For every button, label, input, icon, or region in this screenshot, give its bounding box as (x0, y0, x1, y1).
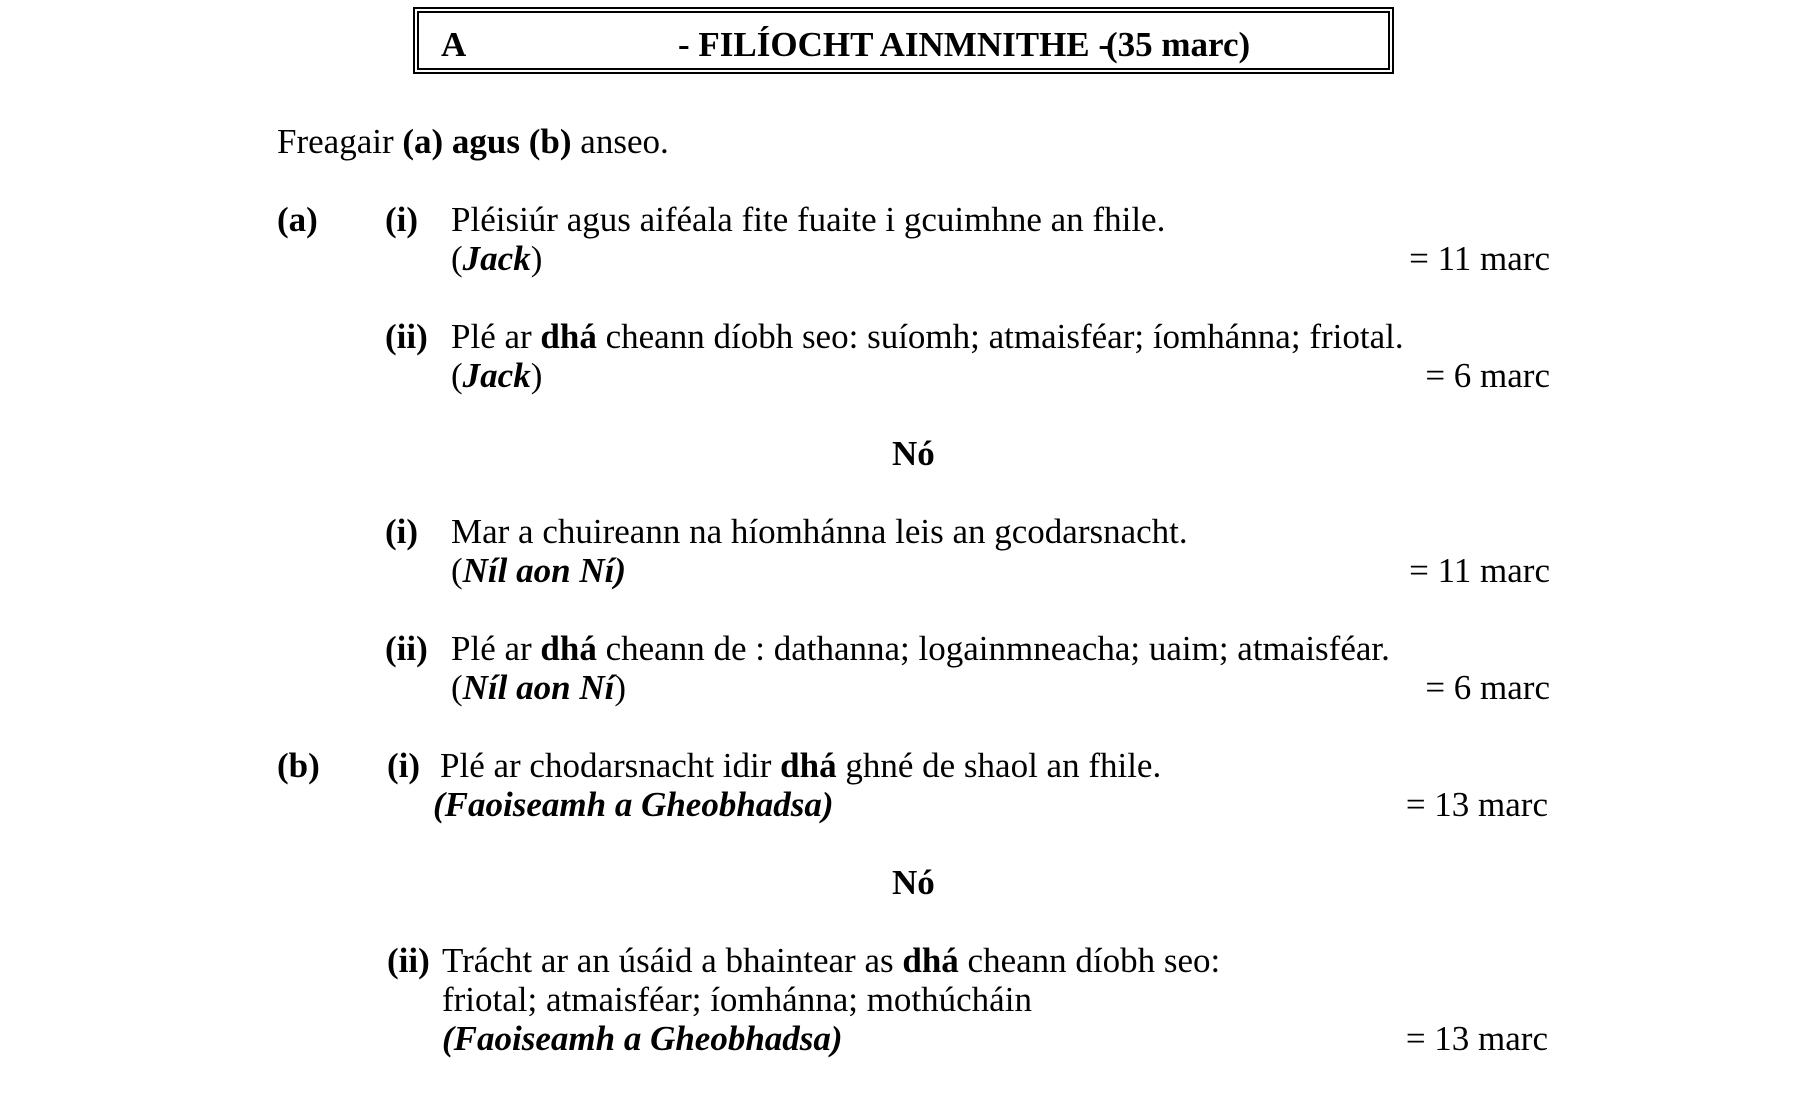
text-part: cheann de : dathanna; logainmneacha; uaim; atmaisféar. (596, 629, 1390, 668)
question-marks: = 11 marc (1409, 239, 1550, 278)
question-number: (i) (385, 512, 419, 551)
question-text (451, 317, 1404, 357)
part-a-label: (a) (277, 200, 318, 239)
text-part: cheann díobh seo: suíomh; atmaisféar; íomhánna; friotal. (596, 317, 1404, 356)
question-marks: = 13 marc (1405, 1019, 1548, 1058)
poem-title: Jack (462, 356, 531, 395)
poem-title: Níl aon Ní) (462, 551, 627, 590)
paren-close: ) (614, 668, 627, 707)
section-letter: A (441, 25, 467, 64)
question-number: (i) (387, 746, 421, 785)
paren-open: ( (451, 356, 463, 395)
or-label: Nó (892, 434, 935, 473)
question-text-line2: friotal; atmaisféar; íomhánna; mothúcháin (442, 980, 1032, 1019)
question-source (451, 668, 626, 708)
question-number: (i) (385, 200, 419, 239)
poem-title: Níl aon Ní (462, 668, 615, 707)
text-bold: dhá (902, 941, 959, 980)
poem-title: (Faoiseamh a Gheobhadsa) (433, 785, 834, 824)
text-bold: dhá (540, 317, 597, 356)
question-text (442, 941, 1220, 981)
text-part: Trácht ar an úsáid a bhaintear as (442, 941, 903, 980)
instruction-text: Freagair (277, 122, 403, 161)
question-marks: = 6 marc (1425, 356, 1550, 395)
text-part: ghné de shaol an fhile. (836, 746, 1162, 785)
text-part: Plé ar (451, 629, 541, 668)
instruction-bold: (a) agus (b) (402, 122, 572, 161)
part-b-label: (b) (277, 746, 320, 785)
text-bold: dhá (780, 746, 837, 785)
paren-open: ( (451, 551, 463, 590)
or-label: Nó (892, 863, 935, 902)
text-part: Plé ar chodarsnacht idir (440, 746, 781, 785)
question-marks: = 11 marc (1409, 551, 1550, 590)
question-text (451, 629, 1390, 669)
section-title: - FILÍOCHT AINMNITHE - (678, 25, 1111, 64)
question-marks: = 13 marc (1405, 785, 1548, 824)
paren-open: ( (451, 668, 463, 707)
paren-open: ( (451, 239, 463, 278)
instruction (277, 122, 669, 162)
instruction-text-end: anseo. (571, 122, 669, 161)
question-source (451, 551, 626, 591)
poem-title: Jack (462, 239, 531, 278)
paren-close: ) (530, 356, 543, 395)
question-number: (ii) (385, 629, 428, 668)
section-marks: (35 marc) (1106, 25, 1251, 64)
question-source (451, 239, 542, 279)
text-part: cheann díobh seo: (958, 941, 1221, 980)
text-part: Plé ar (451, 317, 541, 356)
question-source (451, 356, 542, 396)
question-number: (ii) (385, 317, 428, 356)
question-marks: = 6 marc (1425, 668, 1550, 707)
text-bold: dhá (540, 629, 597, 668)
poem-title: (Faoiseamh a Gheobhadsa) (442, 1019, 843, 1058)
question-number: (ii) (387, 941, 430, 980)
paren-close: ) (530, 239, 543, 278)
question-text: Pléisiúr agus aiféala fite fuaite i gcuimhne an fhile. (451, 200, 1166, 239)
section-header-box (413, 7, 1394, 74)
question-text: Mar a chuireann na híomhánna leis an gcodarsnacht. (451, 512, 1188, 551)
question-text (440, 746, 1161, 786)
